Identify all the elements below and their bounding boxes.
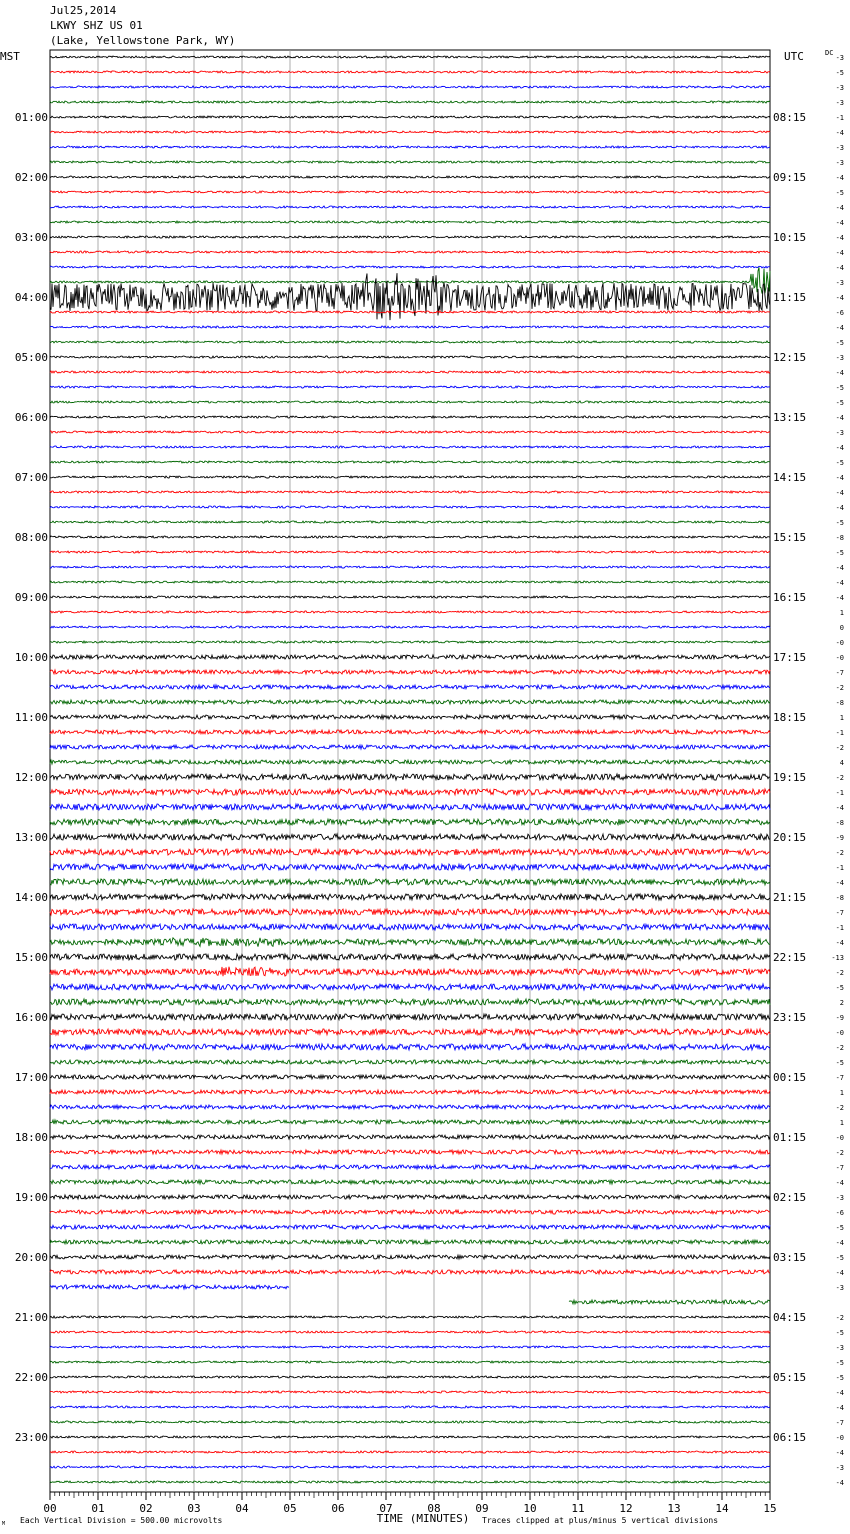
dc-offset-label: -3 — [835, 84, 844, 92]
left-hour-label: 04:00 — [14, 291, 48, 304]
dc-offset-label: -3 — [835, 1194, 844, 1202]
left-hour-label: 01:00 — [14, 111, 48, 124]
trace-row-40 — [50, 655, 770, 659]
trace-row-87 — [50, 1361, 770, 1363]
trace-row-23 — [50, 401, 770, 403]
trace-row-20 — [50, 356, 770, 358]
left-hour-label: 17:00 — [14, 1071, 48, 1084]
trace-row-59 — [50, 938, 770, 947]
dc-offset-label: -3 — [835, 1464, 844, 1472]
trace-row-28 — [50, 476, 770, 478]
left-hour-label: 06:00 — [14, 411, 48, 424]
x-tick-label: 01 — [91, 1502, 105, 1515]
right-hour-label: 01:15 — [773, 1131, 807, 1144]
trace-row-51 — [50, 819, 770, 825]
header-station: LKWY SHZ US 01 — [50, 19, 143, 32]
trace-row-46 — [50, 745, 770, 749]
dc-offset-label: -5 — [835, 1359, 844, 1367]
left-hour-label: 12:00 — [14, 771, 48, 784]
dc-offset-label: -6 — [835, 1209, 844, 1217]
trace-row-2 — [50, 86, 770, 88]
x-tick-label: 05 — [283, 1502, 297, 1515]
trace-row-62 — [50, 984, 770, 990]
trace-row-27 — [50, 461, 770, 463]
trace-row-26 — [50, 446, 770, 448]
trace-row-94 — [50, 1466, 770, 1468]
trace-row-19 — [50, 341, 770, 343]
trace-row-77 — [50, 1210, 770, 1214]
dc-offset-label: -5 — [835, 1224, 844, 1232]
left-hour-label: 16:00 — [14, 1011, 48, 1024]
x-tick-label: 10 — [523, 1502, 537, 1515]
trace-row-65 — [50, 1029, 770, 1035]
dc-offset-label: -7 — [835, 669, 844, 677]
dc-offset-label: -2 — [835, 969, 844, 977]
x-tick-label: 09 — [475, 1502, 489, 1515]
trace-row-7 — [50, 161, 770, 163]
right-hour-label: 04:15 — [773, 1311, 807, 1324]
trace-row-31 — [50, 521, 770, 523]
trace-row-22 — [50, 386, 770, 388]
dc-offset-label: -4 — [835, 444, 844, 452]
right-hour-label: 12:15 — [773, 351, 807, 364]
dc-offset-label: 1 — [839, 1119, 844, 1127]
right-hour-label: 09:15 — [773, 171, 807, 184]
left-hour-label: 18:00 — [14, 1131, 48, 1144]
trace-row-41 — [50, 670, 770, 674]
dc-offset-label: -9 — [835, 1014, 844, 1022]
dc-offset-label: -0 — [835, 639, 844, 647]
dc-offset-label: -4 — [835, 324, 844, 332]
trace-row-38 — [50, 626, 770, 628]
dc-offset-label: -2 — [835, 849, 844, 857]
trace-row-0 — [50, 56, 770, 58]
right-hour-label: 14:15 — [773, 471, 807, 484]
trace-row-37 — [50, 611, 770, 613]
dc-offset-label: -4 — [835, 129, 844, 137]
trace-row-53 — [50, 849, 770, 855]
trace-row-73 — [50, 1150, 770, 1154]
left-hour-label: 23:00 — [14, 1431, 48, 1444]
trace-row-58 — [50, 924, 770, 930]
dc-offset-label: -0 — [835, 1029, 844, 1037]
right-hour-label: 13:15 — [773, 411, 807, 424]
trace-row-69 — [50, 1090, 770, 1094]
x-tick-label: 03 — [187, 1502, 201, 1515]
footer-scale: Each Vertical Division = 500.00 microvolts — [20, 1516, 223, 1525]
trace-row-80 — [50, 1255, 770, 1259]
trace-row-63 — [50, 999, 770, 1005]
trace-row-71 — [50, 1120, 770, 1124]
dc-offset-label: -3 — [835, 159, 844, 167]
trace-row-56 — [50, 894, 770, 900]
left-hour-label: 11:00 — [14, 711, 48, 724]
trace-row-10 — [50, 206, 770, 208]
trace-row-12 — [50, 236, 770, 238]
trace-row-4 — [50, 116, 770, 118]
dc-offset-label: -2 — [835, 1149, 844, 1157]
trace-row-21 — [50, 371, 770, 373]
dc-offset-label: -1 — [835, 924, 844, 932]
dc-offset-label: -4 — [835, 489, 844, 497]
trace-row-83 — [569, 1300, 770, 1304]
dc-offset-label: -4 — [835, 234, 844, 242]
trace-row-82 — [50, 1285, 289, 1289]
trace-row-14 — [50, 266, 770, 268]
trace-row-42 — [50, 685, 770, 689]
trace-row-95 — [50, 1481, 770, 1483]
left-hour-label: 08:00 — [14, 531, 48, 544]
trace-row-86 — [50, 1346, 770, 1348]
trace-row-39 — [50, 641, 770, 643]
x-axis-title: TIME (MINUTES) — [376, 1512, 470, 1525]
trace-row-8 — [50, 176, 770, 178]
dc-offset-label: -4 — [835, 174, 844, 182]
trace-row-91 — [50, 1421, 770, 1423]
dc-offset-label: -2 — [835, 744, 844, 752]
dc-offset-label: -3 — [835, 144, 844, 152]
dc-offset-label: -4 — [835, 294, 844, 302]
x-tick-label: 11 — [571, 1502, 585, 1515]
dc-offset-label: -6 — [835, 309, 844, 317]
right-hour-label: 21:15 — [773, 891, 807, 904]
dc-offset-label: -2 — [835, 1044, 844, 1052]
trace-row-67 — [50, 1060, 770, 1064]
trace-row-5 — [50, 131, 770, 133]
footer-clip-note: Traces clipped at plus/minus 5 vertical divisions — [482, 1516, 719, 1525]
left-hour-label: 22:00 — [14, 1371, 48, 1384]
left-hour-label: 07:00 — [14, 471, 48, 484]
dc-offset-label: -4 — [835, 804, 844, 812]
dc-offset-label: -5 — [835, 459, 844, 467]
left-hour-label: 09:00 — [14, 591, 48, 604]
dc-offset-label: -4 — [835, 249, 844, 257]
trace-row-64 — [50, 1014, 770, 1020]
dc-offset-label: -5 — [835, 399, 844, 407]
dc-offset-label: -8 — [835, 699, 844, 707]
header-location: (Lake, Yellowstone Park, WY) — [50, 34, 236, 47]
dc-offset-label: -3 — [835, 1344, 844, 1352]
left-timezone-label: MST — [0, 50, 20, 63]
dc-offset-label: -3 — [835, 1284, 844, 1292]
x-tick-label: 12 — [619, 1502, 633, 1515]
trace-row-11 — [50, 221, 770, 223]
dc-offset-label: -8 — [835, 819, 844, 827]
dc-offset-label: -2 — [835, 1104, 844, 1112]
dc-offset-label: -4 — [835, 504, 844, 512]
footer-scale-prefix: M — [2, 1521, 6, 1527]
dc-offset-label: -7 — [835, 1164, 844, 1172]
trace-row-6 — [50, 146, 770, 148]
trace-row-78 — [50, 1225, 770, 1229]
dc-offset-label: -0 — [835, 1434, 844, 1442]
left-hour-label: 14:00 — [14, 891, 48, 904]
trace-row-93 — [50, 1451, 770, 1453]
trace-row-81 — [50, 1270, 770, 1274]
trace-row-47 — [50, 760, 770, 764]
left-hour-label: 03:00 — [14, 231, 48, 244]
trace-row-44 — [50, 715, 770, 719]
trace-row-45 — [50, 730, 770, 734]
trace-row-85 — [50, 1331, 770, 1333]
right-hour-label: 02:15 — [773, 1191, 807, 1204]
trace-row-33 — [50, 551, 770, 553]
dc-offset-label: 1 — [839, 714, 844, 722]
x-tick-label: 06 — [331, 1502, 345, 1515]
trace-row-79 — [50, 1240, 770, 1244]
dc-offset-label: -4 — [835, 594, 844, 602]
dc-offset-label: -2 — [835, 774, 844, 782]
trace-row-50 — [50, 804, 770, 810]
trace-row-75 — [50, 1180, 770, 1184]
right-hour-label: 05:15 — [773, 1371, 807, 1384]
x-tick-label: 15 — [763, 1502, 777, 1515]
trace-row-32 — [50, 536, 770, 538]
dc-offset-label: -3 — [835, 279, 844, 287]
trace-row-88 — [50, 1376, 770, 1378]
dc-offset-label: -5 — [835, 69, 844, 77]
dc-offset-label: -2 — [835, 684, 844, 692]
trace-row-24 — [50, 416, 770, 418]
x-tick-label: 08 — [427, 1502, 441, 1515]
trace-row-68 — [50, 1075, 770, 1079]
dc-offset-label: -5 — [835, 549, 844, 557]
x-tick-label: 14 — [715, 1502, 729, 1515]
dc-offset-label: -4 — [835, 264, 844, 272]
dc-offset-label: -4 — [835, 579, 844, 587]
trace-row-48 — [50, 774, 770, 780]
dc-header: DC — [825, 49, 834, 57]
dc-offset-label: -5 — [835, 1329, 844, 1337]
dc-offset-label: 2 — [839, 999, 844, 1007]
trace-row-30 — [50, 506, 770, 508]
right-hour-label: 18:15 — [773, 711, 807, 724]
dc-offset-label: -3 — [835, 99, 844, 107]
left-hour-label: 21:00 — [14, 1311, 48, 1324]
left-hour-label: 05:00 — [14, 351, 48, 364]
right-hour-label: 11:15 — [773, 291, 807, 304]
trace-row-72 — [50, 1135, 770, 1139]
dc-offset-label: -4 — [835, 219, 844, 227]
dc-offset-label: -3 — [835, 54, 844, 62]
dc-offset-label: -7 — [835, 1074, 844, 1082]
dc-offset-label: -5 — [835, 1059, 844, 1067]
trace-row-60 — [50, 954, 770, 960]
trace-row-89 — [50, 1391, 770, 1393]
dc-offset-label: -5 — [835, 984, 844, 992]
dc-offset-label: -8 — [835, 534, 844, 542]
right-hour-label: 00:15 — [773, 1071, 807, 1084]
dc-offset-label: -2 — [835, 1314, 844, 1322]
dc-offset-label: -5 — [835, 519, 844, 527]
dc-offset-label: -5 — [835, 1374, 844, 1382]
right-hour-label: 03:15 — [773, 1251, 807, 1264]
right-hour-label: 23:15 — [773, 1011, 807, 1024]
right-hour-label: 17:15 — [773, 651, 807, 664]
right-hour-label: 08:15 — [773, 111, 807, 124]
x-tick-label: 07 — [379, 1502, 393, 1515]
dc-offset-label: -4 — [835, 564, 844, 572]
right-hour-label: 19:15 — [773, 771, 807, 784]
dc-offset-label: -1 — [835, 729, 844, 737]
left-hour-label: 15:00 — [14, 951, 48, 964]
trace-row-70 — [50, 1105, 770, 1109]
right-hour-label: 22:15 — [773, 951, 807, 964]
trace-row-57 — [50, 909, 770, 915]
header-date: Jul25,2014 — [50, 4, 117, 17]
dc-offset-label: -4 — [835, 879, 844, 887]
dc-offset-label: -7 — [835, 909, 844, 917]
trace-row-43 — [50, 700, 770, 704]
trace-row-17 — [50, 311, 770, 313]
left-hour-label: 10:00 — [14, 651, 48, 664]
dc-offset-label: -5 — [835, 1254, 844, 1262]
dc-offset-label: 1 — [839, 1089, 844, 1097]
x-tick-label: 04 — [235, 1502, 249, 1515]
dc-offset-label: 1 — [839, 609, 844, 617]
x-tick-label: 02 — [139, 1502, 153, 1515]
trace-row-35 — [50, 581, 770, 583]
x-tick-label: 00 — [43, 1502, 57, 1515]
dc-offset-label: -5 — [835, 339, 844, 347]
dc-offset-label: -4 — [835, 1404, 844, 1412]
left-hour-label: 13:00 — [14, 831, 48, 844]
trace-row-76 — [50, 1195, 770, 1199]
trace-row-9 — [50, 191, 770, 193]
trace-row-61 — [50, 967, 770, 977]
dc-offset-label: -9 — [835, 834, 844, 842]
dc-offset-label: -4 — [835, 1239, 844, 1247]
trace-row-1 — [50, 71, 770, 73]
left-hour-label: 19:00 — [14, 1191, 48, 1204]
trace-row-54 — [50, 864, 770, 870]
dc-offset-label: -3 — [835, 429, 844, 437]
trace-row-92 — [50, 1436, 770, 1438]
dc-offset-label: -5 — [835, 384, 844, 392]
trace-row-18 — [50, 326, 770, 328]
dc-offset-label: -8 — [835, 894, 844, 902]
dc-offset-label: -4 — [835, 1179, 844, 1187]
right-hour-label: 06:15 — [773, 1431, 807, 1444]
plot-frame — [50, 50, 770, 1492]
dc-offset-label: -0 — [835, 654, 844, 662]
trace-row-3 — [50, 101, 770, 103]
x-tick-label: 13 — [667, 1502, 681, 1515]
left-hour-label: 20:00 — [14, 1251, 48, 1264]
dc-offset-label: -4 — [835, 414, 844, 422]
dc-offset-label: -4 — [835, 204, 844, 212]
trace-row-25 — [50, 431, 770, 433]
dc-offset-label: -0 — [835, 1134, 844, 1142]
trace-row-29 — [50, 491, 770, 493]
trace-row-34 — [50, 566, 770, 568]
dc-offset-label: -13 — [831, 954, 844, 962]
trace-row-13 — [50, 251, 770, 253]
right-hour-label: 15:15 — [773, 531, 807, 544]
dc-offset-label: -4 — [835, 1269, 844, 1277]
dc-offset-label: -4 — [835, 369, 844, 377]
trace-row-66 — [50, 1044, 770, 1050]
left-hour-label: 02:00 — [14, 171, 48, 184]
dc-offset-label: 0 — [839, 624, 844, 632]
right-hour-label: 10:15 — [773, 231, 807, 244]
dc-offset-label: -1 — [835, 864, 844, 872]
trace-row-90 — [50, 1406, 770, 1408]
dc-offset-label: -3 — [835, 354, 844, 362]
trace-row-36 — [50, 596, 770, 598]
right-timezone-label: UTC — [784, 50, 804, 63]
trace-row-55 — [50, 879, 770, 885]
trace-row-74 — [50, 1165, 770, 1169]
dc-offset-label: -4 — [835, 474, 844, 482]
dc-offset-label: 4 — [839, 759, 844, 767]
dc-offset-label: -4 — [835, 1479, 844, 1487]
dc-offset-label: -4 — [835, 939, 844, 947]
dc-offset-label: -1 — [835, 114, 844, 122]
dc-offset-label: -5 — [835, 189, 844, 197]
dc-offset-label: -1 — [835, 789, 844, 797]
right-hour-label: 20:15 — [773, 831, 807, 844]
right-hour-label: 16:15 — [773, 591, 807, 604]
dc-offset-label: -7 — [835, 1419, 844, 1427]
trace-row-49 — [50, 789, 770, 795]
dc-offset-label: -4 — [835, 1389, 844, 1397]
trace-row-84 — [50, 1316, 770, 1318]
dc-offset-label: -4 — [835, 1449, 844, 1457]
trace-row-52 — [50, 834, 770, 840]
